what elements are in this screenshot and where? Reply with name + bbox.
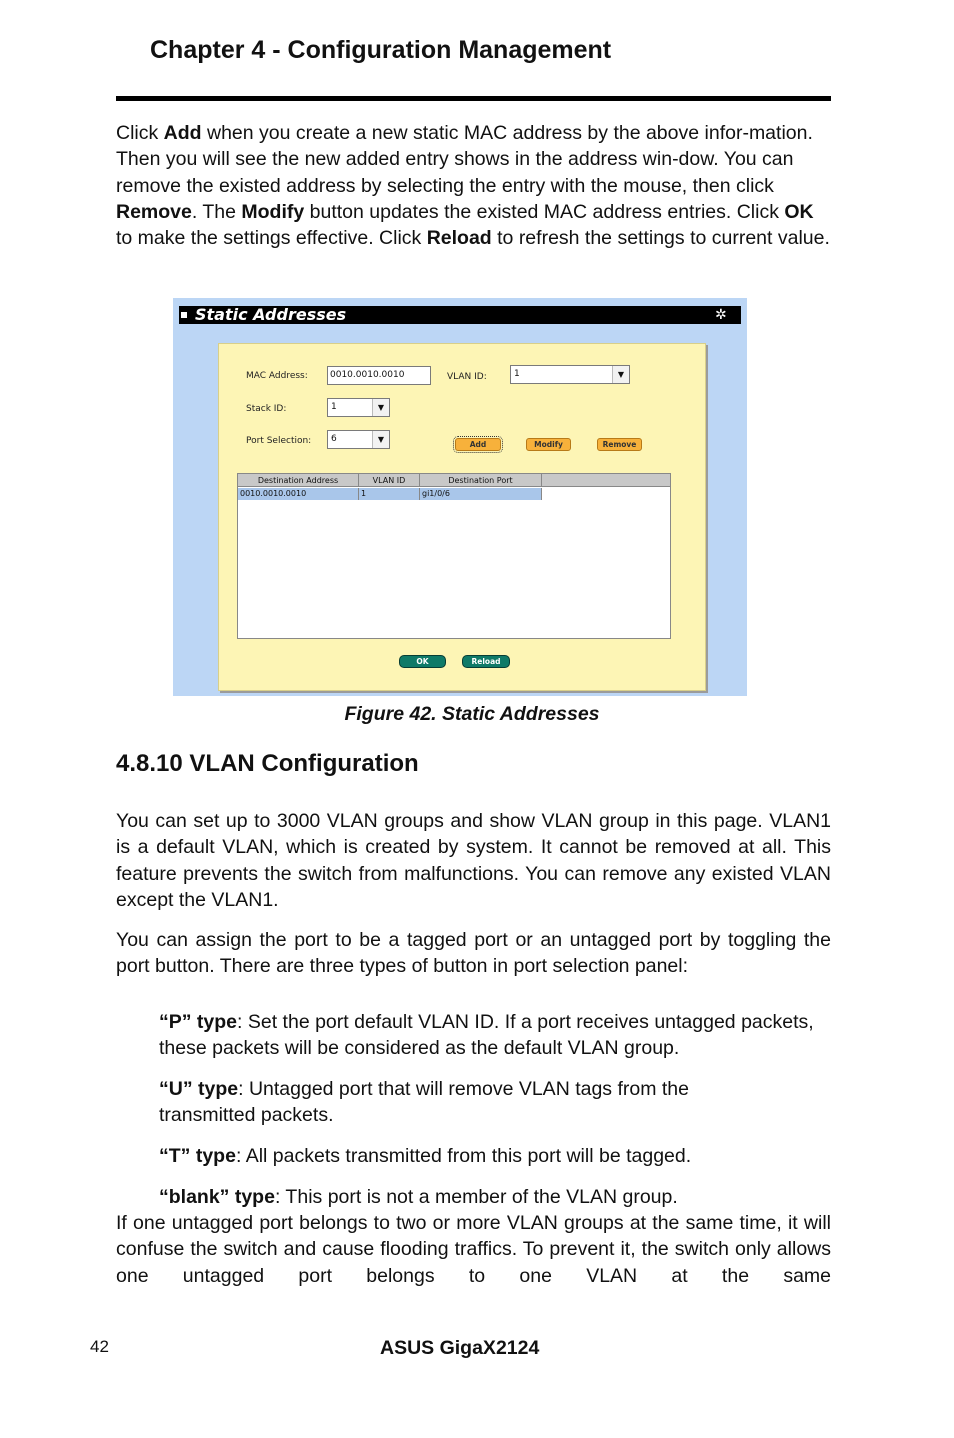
titlebar-bullet-icon — [181, 312, 187, 318]
stack-id-label: Stack ID: — [246, 404, 287, 414]
intro-text: to make the settings effective. Click — [116, 227, 427, 250]
table-header-filler — [542, 474, 670, 487]
vlan-id-label: VLAN ID: — [447, 372, 487, 382]
port-selection-value: 6 — [331, 434, 337, 444]
type-item-u — [159, 1076, 759, 1129]
intro-bold-reload: Reload — [426, 227, 492, 250]
type-desc: : All packets transmitted from this port will be tagged. — [235, 1145, 692, 1167]
body-paragraph-3: If one untagged port belongs to two or more VLAN groups at the same time, it will confuse the switch and cause flooding traffics. To prevent it, the switch only allows one untagged port belongs to one VLAN at the same — [116, 1212, 831, 1287]
intro-bold-ok: OK — [784, 200, 814, 223]
chevron-down-icon[interactable]: ▼ — [372, 399, 389, 416]
reload-button[interactable]: Reload — [462, 655, 510, 668]
intro-bold-modify: Modify — [241, 200, 305, 223]
port-selection-label: Port Selection: — [246, 436, 312, 446]
address-table — [237, 473, 671, 639]
intro-text: . The — [191, 200, 242, 223]
stack-id-select[interactable] — [327, 398, 390, 417]
port-selection-select[interactable] — [327, 430, 390, 449]
type-desc: : Set the port default VLAN ID. If a port receives untagged packets, these packets will be considered as the default VLAN group. — [159, 1011, 814, 1060]
intro-text: when you create a new static MAC address by the above infor-mation. Then you will see the new added entry shows in the address win-dow. You can remove the existed address by selecting the entry with the mouse, then click — [116, 122, 813, 197]
vlan-id-select[interactable] — [510, 365, 630, 384]
mac-address-label: MAC Address: — [246, 371, 308, 381]
window-title: Static Addresses — [195, 305, 347, 324]
intro-text: to refresh the settings to current value. — [491, 227, 830, 250]
cell-vlan-id: 1 — [359, 488, 420, 500]
table-header-vlan-id: VLAN ID — [359, 474, 420, 487]
cell-destination-port: gi1/0/6 — [420, 488, 542, 500]
page-number: 42 — [90, 1337, 109, 1356]
intro-paragraph — [116, 120, 831, 251]
type-name: “U” type — [159, 1078, 239, 1100]
type-desc: : This port is not a member of the VLAN group. — [274, 1186, 678, 1208]
body-paragraph-1: You can set up to 3000 VLAN groups and show VLAN group in this page. VLAN1 is a default VLAN, which is created by system. It cannot be removed at all. This feature prevents the switch from malfunctions. You can remove any existed VLAN except the VLAN1. — [116, 810, 831, 911]
section-heading: 4.8.10 VLAN Configuration — [116, 750, 419, 777]
intro-text: Click — [116, 122, 164, 144]
figure-caption: Figure 42. Static Addresses — [344, 703, 600, 725]
header-rule — [116, 96, 831, 101]
type-name: “P” type — [159, 1011, 238, 1033]
chevron-down-icon[interactable]: ▼ — [372, 431, 389, 448]
window-titlebar — [179, 306, 741, 324]
settings-panel — [218, 343, 706, 691]
intro-bold-add: Add — [163, 122, 202, 144]
table-header-destination-port: Destination Port — [420, 474, 542, 487]
vlan-id-value: 1 — [514, 369, 520, 379]
type-item-blank — [159, 1184, 831, 1210]
mac-address-input[interactable]: 0010.0010.0010 — [327, 366, 431, 385]
cell-destination-address: 0010.0010.0010 — [238, 488, 359, 500]
add-button[interactable]: Add — [455, 438, 501, 451]
type-item-t — [159, 1143, 831, 1169]
intro-bold-remove: Remove — [116, 200, 192, 223]
chapter-title: Chapter 4 - Configuration Management — [150, 36, 612, 64]
intro-text: button updates the existed MAC address entries. Click — [304, 200, 785, 223]
remove-button[interactable]: Remove — [597, 438, 642, 451]
stack-id-value: 1 — [331, 402, 337, 412]
type-name: “blank” type — [159, 1186, 275, 1208]
logo-icon: ✲ — [715, 307, 727, 323]
ok-button[interactable]: OK — [399, 655, 446, 668]
type-item-p — [159, 1009, 831, 1062]
chevron-down-icon[interactable]: ▼ — [612, 366, 629, 383]
type-name: “T” type — [159, 1145, 236, 1167]
type-desc: : Untagged port that will remove VLAN tags from the transmitted packets. — [159, 1078, 689, 1127]
table-header-destination-address: Destination Address — [238, 474, 359, 487]
body-paragraph-2: You can assign the port to be a tagged port or an untagged port by toggling the port button. There are three types of button in port selection panel: — [116, 929, 831, 978]
footer-title: ASUS GigaX2124 — [380, 1337, 540, 1359]
table-row[interactable] — [238, 488, 542, 500]
modify-button[interactable]: Modify — [526, 438, 571, 451]
static-addresses-screenshot — [173, 298, 747, 696]
